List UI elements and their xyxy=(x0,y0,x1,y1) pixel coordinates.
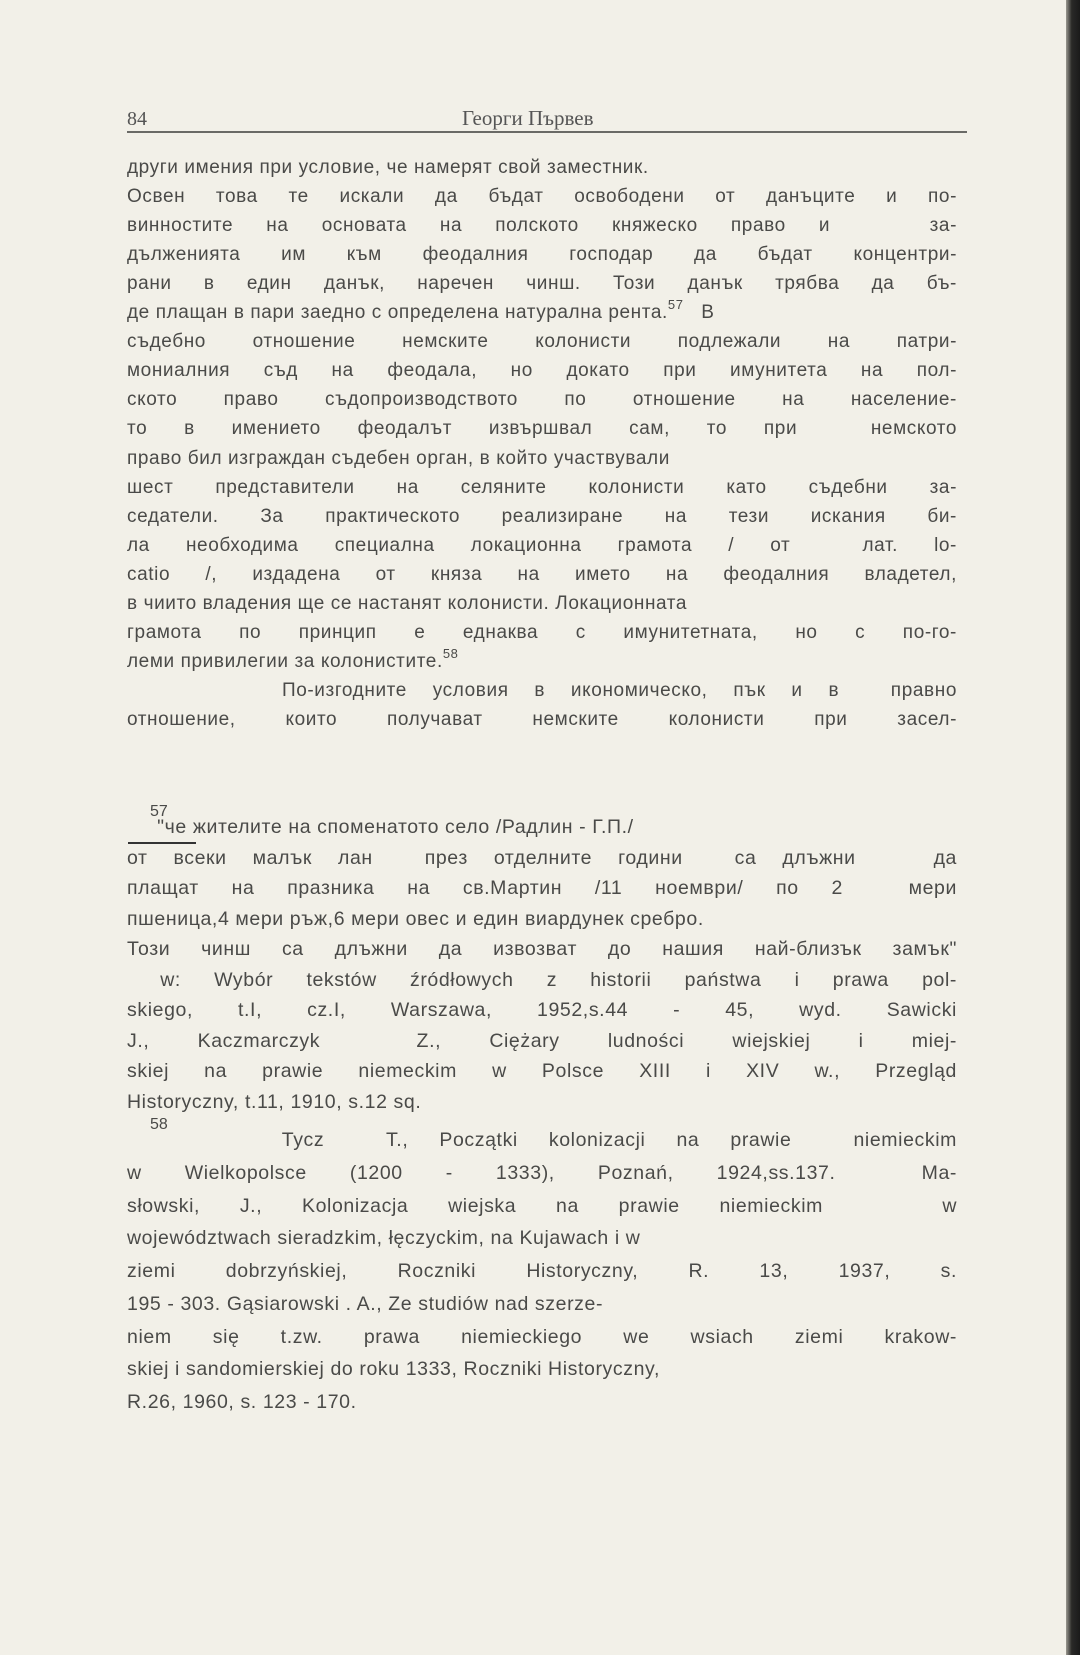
line-text: Tycz T., Początki kolonizacji na prawie niemieckim xyxy=(127,1129,957,1151)
footnote-line xyxy=(127,815,957,839)
line-text: отношение, които получават немските колонисти при засел- xyxy=(127,708,957,730)
body-line xyxy=(127,243,957,267)
line-text: де плащан в пари заедно с определена натурална рента. xyxy=(127,302,668,324)
line-text: "че жителите на споменатото село /Радлин - Г.П./ xyxy=(127,816,634,838)
line-text: право бил изграждан съдебен орган, в който участвували xyxy=(127,447,670,469)
line-text: винностите на основата на полското княжеско право и за- xyxy=(127,215,957,237)
footnote-line xyxy=(127,1194,957,1218)
line-text: catio /, издадена от княза на името на феодалния владетел, xyxy=(127,563,957,585)
footnote-line xyxy=(127,1090,957,1114)
footnote-line xyxy=(127,1325,957,1349)
line-text: skiej na prawie niemeckim w Polsce XIII i XIV w., Przegląd xyxy=(127,1060,957,1082)
body-line xyxy=(127,621,957,645)
footnote-line xyxy=(127,1161,957,1185)
line-text: skiej i sandomierskiej do roku 1333, Roczniki Historyczny, xyxy=(127,1358,660,1381)
line-text: województwach sieradzkim, łęczyckim, na Kujawach i w xyxy=(127,1227,641,1250)
line-text: от всеки малък лан през отделните години са длъжни да xyxy=(127,846,957,869)
footnote-reference[interactable]: 58 xyxy=(442,645,459,661)
header-rule xyxy=(127,131,967,133)
footnote-line xyxy=(127,1226,957,1250)
body-line xyxy=(127,645,957,674)
line-text: ското право съдопроизводството по отношение на население- xyxy=(127,389,957,411)
body-line xyxy=(127,563,957,587)
body-line xyxy=(127,447,957,471)
line-text: w: Wybór tekstów źródłowych z historii państwa i prawa pol- xyxy=(127,968,957,991)
footnote-line xyxy=(127,846,957,870)
line-text: Historyczny, t.11, 1910, s.12 sq. xyxy=(127,1090,422,1113)
line-text: то в имението феодалът извършвал сам, то при немското xyxy=(127,418,957,440)
footnote-number: 57 xyxy=(150,803,168,820)
line-text: w Wielkopolsce (1200 - 1333), Poznań, 1924,ss.137. Ma- xyxy=(127,1161,957,1184)
page-number: 84 xyxy=(127,108,147,130)
footnote-line xyxy=(127,1357,957,1381)
line-text: шест представители на селяните колонисти като съдебни за- xyxy=(127,476,957,498)
footnote-line xyxy=(127,1128,957,1152)
line-text: рани в един данък, наречен чинш. Този данък трябва да бъ- xyxy=(127,273,957,295)
line-text: съдебно отношение немските колонисти подлежали на патри- xyxy=(127,331,957,353)
line-text: пшеница,4 мери ръж,6 мери овес и един виардунек сребро. xyxy=(127,907,704,930)
line-text: грамота по принцип е еднаква с имунитетната, но с по-го- xyxy=(127,621,957,643)
footnote-line xyxy=(127,968,957,992)
body-line xyxy=(127,214,957,238)
line-text: ла необходима специална локационна грамота / от лат. lo- xyxy=(127,534,957,556)
footnote-reference[interactable]: 57 xyxy=(667,297,684,313)
footnote-line xyxy=(127,876,957,900)
body-line xyxy=(127,592,957,616)
body-line xyxy=(127,297,957,325)
line-text: ziemi dobrzyńskiej, Roczniki Historyczny, R. 13, 1937, s. xyxy=(127,1260,957,1282)
body-line xyxy=(127,417,957,441)
footnote-line xyxy=(127,1029,957,1053)
line-text: леми привилегии за колонистите. xyxy=(127,650,443,672)
footnote-line xyxy=(127,937,957,961)
line-text: седатели. За практическото реализиране на тези искания би- xyxy=(127,505,957,527)
line-text: мониалния съд на феодала, но докато при имунитета на пол- xyxy=(127,360,957,382)
footnote-line xyxy=(127,998,957,1022)
footnote-number: 58 xyxy=(150,1116,168,1133)
line-text: други имения при условие, че намерят свой заместник. xyxy=(127,157,649,178)
line-text: 195 - 303. Gąsiarowski . A., Ze studiów nad szerze- xyxy=(127,1292,604,1315)
body-line xyxy=(127,359,957,383)
footnote-line xyxy=(127,907,957,931)
body-line xyxy=(127,330,957,354)
line-text: słowski, J., Kolonizacja wiejska na prawie niemieckim w xyxy=(127,1194,957,1217)
body-line xyxy=(127,505,957,529)
running-title: Георги Първев xyxy=(462,106,594,130)
body-line xyxy=(127,534,957,558)
line-text: По-изгодните условия в икономическо, пък и в правно xyxy=(127,679,957,701)
line-text: niem się t.zw. prawa niemieckiego we wsiach ziemi krakow- xyxy=(127,1325,957,1348)
line-text-continued: В xyxy=(683,302,715,324)
line-text: R.26, 1960, s. 123 - 170. xyxy=(127,1391,357,1413)
line-text: J., Kaczmarczyk Z., Ciężary ludności wiejskiej i miej- xyxy=(127,1029,957,1052)
footnote-line xyxy=(127,1059,957,1083)
body-line xyxy=(127,708,957,732)
footnote-line xyxy=(127,1292,957,1316)
body-line xyxy=(127,185,957,209)
body-line xyxy=(127,156,957,180)
footnote-line xyxy=(127,1390,957,1414)
body-line xyxy=(127,476,957,500)
page-edge-shadow xyxy=(1066,0,1080,1655)
line-text: skiego, t.I, cz.I, Warszawa, 1952,s.44 - 45, wyd. Sawicki xyxy=(127,999,957,1021)
footnote-separator xyxy=(128,842,196,844)
line-text: Освен това те искали да бъдат освободени от данъците и по- xyxy=(127,186,957,208)
line-text: дълженията им към феодалния господар да бъдат концентри- xyxy=(127,244,957,266)
line-text: плащат на празника на св.Мартин /11 ноември/ по 2 мери xyxy=(127,877,957,899)
body-line xyxy=(127,272,957,296)
line-text: Този чинш са длъжни да извозват до нашия най-близък замък" xyxy=(127,938,957,960)
body-line xyxy=(127,679,957,703)
line-text: в чиито владения ще се настанят колонисти. Локационната xyxy=(127,592,688,614)
footnote-line xyxy=(127,1259,957,1283)
body-line xyxy=(127,388,957,412)
